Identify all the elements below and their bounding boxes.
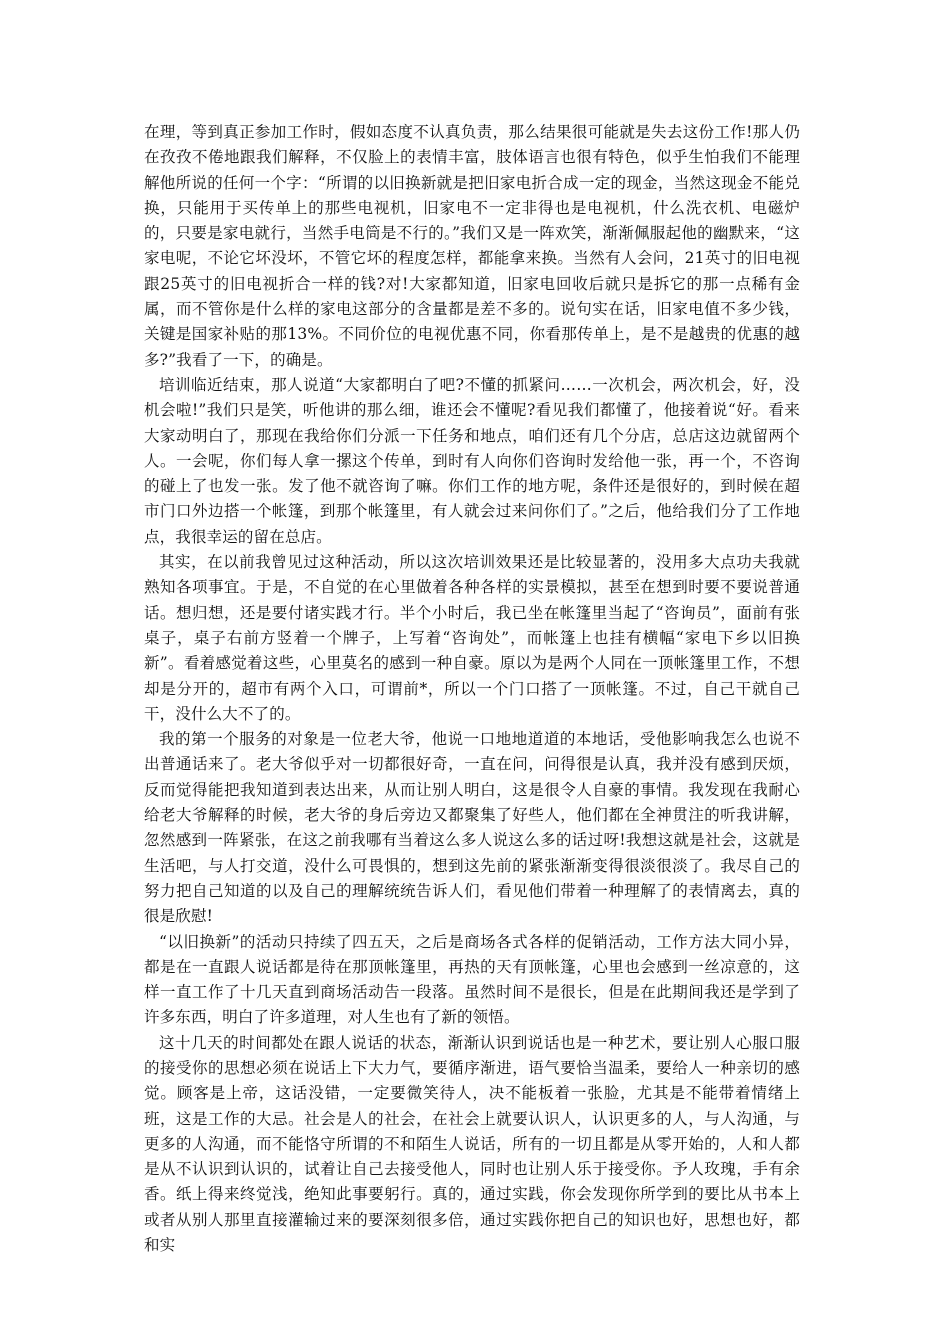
document-page bbox=[144, 120, 800, 1258]
paragraph: 我的第一个服务的对象是一位老大爷，他说一口地地道道的本地话，受他影响我怎么也说不出普通话来了。老大爷似乎对一切都很好奇，一直在问，问得很是认真，我并没有感到厌烦，反而觉得能把我知道到表达出来，从而让别人明白，这是很令人自豪的事情。我发现在我耐心给老大爷解释的时候，老大爷的身后旁边又都聚集了好些人，他们都在全神贯注的听我讲解，忽然感到一阵紧张，在这之前我哪有当着这么多人说这么多的话过呀!我想这就是社会，这就是生活吧，与人打交道，没什么可畏惧的，想到这先前的紧张渐渐变得很淡很淡了。我尽自己的努力把自己知道的以及自己的理解统统告诉人们，看见他们带着一种理解了的表情离去，真的很是欣慰! bbox=[144, 730, 800, 926]
paragraph: 在理，等到真正参加工作时，假如态度不认真负责，那么结果很可能就是失去这份工作!那人仍在孜孜不倦地跟我们解释，不仅脸上的表情丰富，肢体语言也很有特色，似乎生怕我们不能理解他所说的任何一个字：“所谓的以旧换新就是把旧家电折合成一定的现金，当然这现金不能兑换，只能用于买传单上的那些电视机，旧家电不一定非得也是电视机，什么洗衣机、电磁炉的，只要是家电就行，当然手电筒是不行的。”我们又是一阵欢笑，渐渐佩服起他的幽默来，“这家电呢，不论它坏没坏，不管它坏的程度怎样，都能拿来换。当然有人会问，21英寸的旧电视跟25英寸的旧电视折合一样的钱?对!大家都知道，旧家电回收后就只是拆它的那一点稀有金属，而不管你是什么样的家电这部分的含量都是差不多的。说句实在话，旧家电值不多少钱，关键是国家补贴的那13%。不同价位的电视优惠不同，你看那传单上，是不是越贵的优惠的越多?”我看了一下，的确是。 bbox=[144, 123, 800, 369]
paragraph: 培训临近结束，那人说道“大家都明白了吧?不懂的抓紧问……一次机会，两次机会，好，没机会啦!”我们只是笑，听他讲的那么细，谁还会不懂呢?看见我们都懂了，他接着说“好。看来大家动明白了，那现在我给你们分派一下任务和地点，咱们还有几个分店，总店这边就留两个人。一会呢，你们每人拿一摞这个传单，到时有人向你们咨询时发给他一张，再一个，不咨询的碰上了也发一张。发了他不就咨询了嘛。你们工作的地方呢，条件还是很好的，到时候在超市门口外边搭一个帐篷，到那个帐篷里，有人就会过来问你们了。”之后，他给我们分了工作地点，我很幸运的留在总店。 bbox=[144, 375, 800, 546]
paragraph: “以旧换新”的活动只持续了四五天，之后是商场各式各样的促销活动，工作方法大同小异，都是在一直跟人说话都是待在那顶帐篷里，再热的天有顶帐篷，心里也会感到一丝凉意的，这样一直工作了十几天直到商场活动告一段落。虽然时间不是很长，但是在此期间我还是学到了许多东西，明白了许多道理，对人生也有了新的领悟。 bbox=[144, 932, 800, 1027]
paragraph: 其实，在以前我曾见过这种活动，所以这次培训效果还是比较显著的，没用多大点功夫我就熟知各项事宜。于是，不自觉的在心里做着各种各样的实景模拟，甚至在想到时要不要说普通话。想归想，还是要付诸实践才行。半个小时后，我已坐在帐篷里当起了“咨询员”，面前有张桌子，桌子右前方竖着一个牌子，上写着“咨询处”，而帐篷上也挂有横幅“家电下乡以旧换新”。看着感觉着这些，心里莫名的感到一种自豪。原以为是两个人同在一顶帐篷里工作，不想却是分开的，超市有两个入口，可谓前*，所以一个门口搭了一顶帐篷。不过，自己干就自己干，没什么大不了的。 bbox=[144, 553, 800, 723]
paragraph: 这十几天的时间都处在跟人说话的状态，渐渐认识到说话也是一种艺术，要让别人心服口服的接受你的思想必须在说话上下大力气，要循序渐进，语气要恰当温柔，要给人一种亲切的感觉。顾客是上帝，这话没错，一定要微笑待人，决不能板着一张脸，尤其是不能带着情绪上班，这是工作的大忌。社会是人的社会，在社会上就要认识人，认识更多的人，与人沟通，与更多的人沟通，而不能恪守所谓的不和陌生人说话，所有的一切且都是从零开始的，人和人都是从不认识到认识的，试着让自己去接受他人，同时也让别人乐于接受你。予人玫瑰，手有余香。纸上得来终觉浅，绝知此事要躬行。真的，通过实践，你会发现你所学到的要比从书本上或者从别人那里直接灌输过来的要深刻很多倍，通过实践你把自己的知识也好，思想也好，都和实 bbox=[144, 1033, 800, 1255]
